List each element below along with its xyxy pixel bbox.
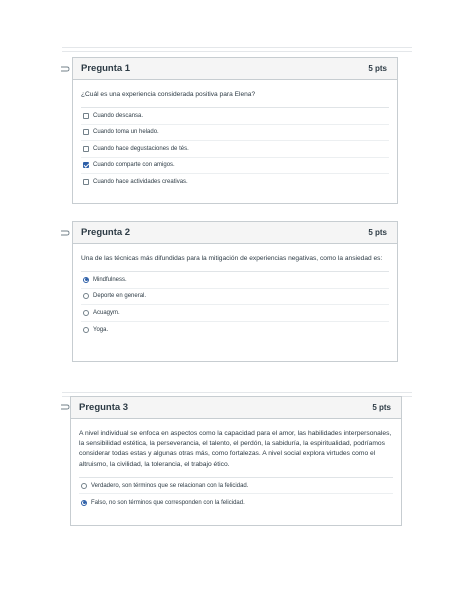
answer-option[interactable] xyxy=(81,141,389,158)
answer-list xyxy=(79,477,393,511)
answer-label: Acuagym. xyxy=(93,309,120,316)
question-points: 5 pts xyxy=(368,64,387,73)
question-text: Una de las técnicas más difundidas para la mitigación de experiencias negativas, como la ansiedad es: xyxy=(81,255,383,262)
question-marker-icon xyxy=(60,66,70,72)
divider xyxy=(62,51,412,52)
question-title: Pregunta 3 xyxy=(79,402,129,413)
radio[interactable] xyxy=(81,483,87,489)
answer-option[interactable] xyxy=(81,272,389,289)
answer-option[interactable] xyxy=(81,108,389,125)
question-title: Pregunta 1 xyxy=(81,63,131,74)
question-marker-icon xyxy=(60,404,70,410)
answer-list xyxy=(81,271,389,338)
answer-list xyxy=(81,107,389,191)
answer-option[interactable] xyxy=(81,289,389,306)
question-points: 5 pts xyxy=(368,228,387,237)
answer-label: Cuando descansa. xyxy=(93,112,144,119)
answer-option[interactable] xyxy=(81,174,389,191)
radio[interactable] xyxy=(83,327,89,333)
answer-label: Cuando toma un helado. xyxy=(93,129,159,136)
answer-label: Mindfulness. xyxy=(93,276,127,283)
answer-label: Falso, no son términos que corresponden con la felicidad. xyxy=(91,499,245,506)
answer-option[interactable] xyxy=(81,305,389,322)
checkbox[interactable] xyxy=(83,146,89,152)
divider xyxy=(62,392,412,393)
answer-label: Cuando hace degustaciones de tés. xyxy=(93,145,189,152)
radio-selected[interactable] xyxy=(83,277,89,283)
question-marker-icon xyxy=(60,230,70,236)
checkbox[interactable] xyxy=(83,179,89,185)
question-header xyxy=(71,397,401,419)
answer-label: Cuando hace actividades creativas. xyxy=(93,179,188,186)
answer-label: Verdadero, son términos que se relacionan con la felicidad. xyxy=(91,482,249,489)
checkbox[interactable] xyxy=(83,129,89,135)
radio[interactable] xyxy=(83,310,89,316)
question-header xyxy=(73,58,397,80)
question-3 xyxy=(70,396,402,526)
question-text: A nivel individual se enfoca en aspectos como la capacidad para el amor, las habilidades interpersonales, la sensibilidad estética, la perseverancia, el talento, el perdón, la sabiduría, la espiritualidad, podríamos considerar todas estas y algunas otras más, como fortalezas. A nivel social explora virtudes como el altruismo, la civilidad, la tolerancia, el trabajo ético. xyxy=(79,430,392,468)
answer-label: Yoga. xyxy=(93,326,109,333)
answer-option[interactable] xyxy=(81,322,389,339)
question-title: Pregunta 2 xyxy=(81,227,131,238)
answer-option[interactable] xyxy=(81,158,389,175)
answer-label: Cuando comparte con amigos. xyxy=(93,162,175,169)
question-text: ¿Cuál es una experiencia considerada positiva para Elena? xyxy=(81,91,256,98)
answer-option[interactable] xyxy=(79,478,393,495)
divider xyxy=(62,47,412,48)
question-1 xyxy=(72,57,398,204)
question-2 xyxy=(72,221,398,362)
checkbox[interactable] xyxy=(83,113,89,119)
radio-selected[interactable] xyxy=(81,500,87,506)
answer-label: Deporte en general. xyxy=(93,293,147,300)
answer-option[interactable] xyxy=(79,494,393,511)
question-header xyxy=(73,222,397,244)
question-points: 5 pts xyxy=(372,403,391,412)
answer-option[interactable] xyxy=(81,125,389,142)
radio[interactable] xyxy=(83,293,89,299)
checkbox-checked[interactable] xyxy=(83,162,89,168)
